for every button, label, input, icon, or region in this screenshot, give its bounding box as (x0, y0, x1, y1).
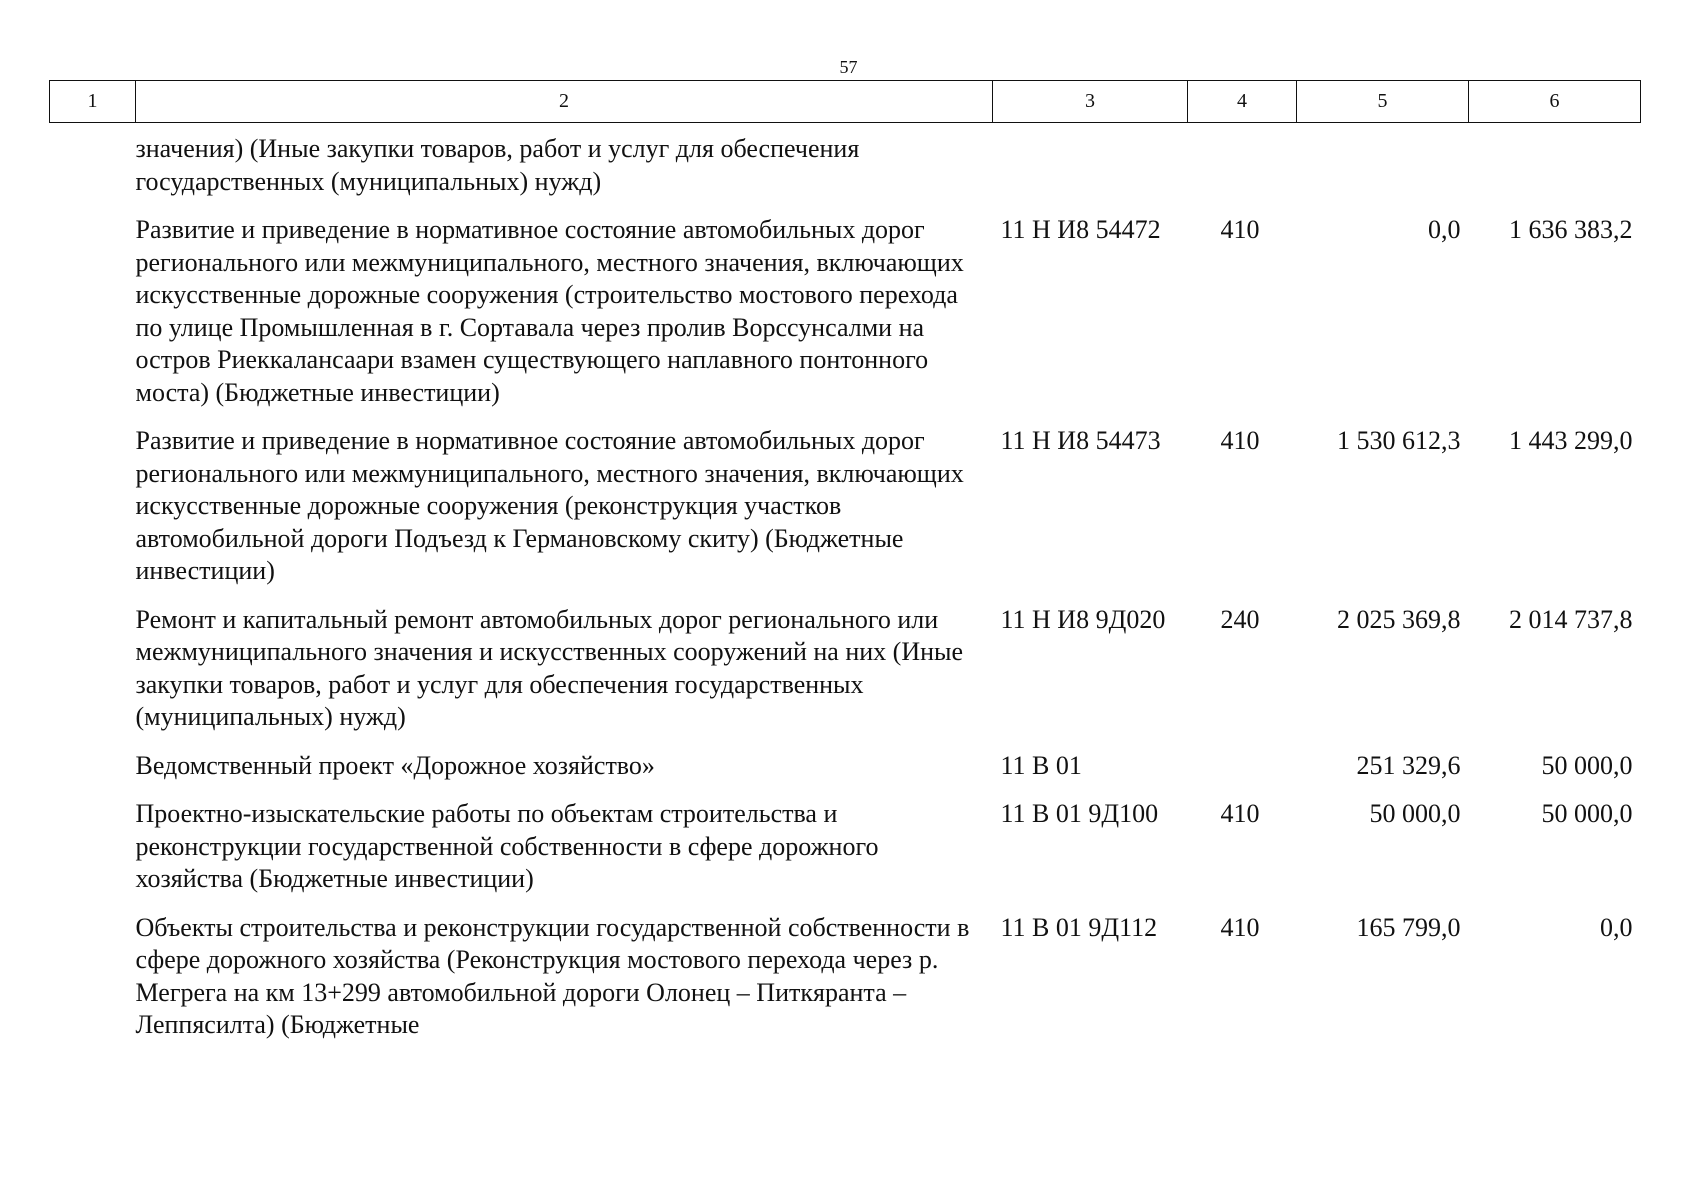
row-name: значения) (Иные закупки товаров, работ и услуг для обеспечения государственных (муниципальных) нужд) (135, 134, 860, 196)
column-header-2: 2 (136, 81, 993, 123)
row-expense-type: 410 (1220, 215, 1260, 244)
row-expense-type: 410 (1220, 799, 1260, 828)
row-amount-col5: 251 329,6 (1356, 750, 1461, 780)
row-name: Развитие и приведение в нормативное состояние автомобильных дорог регионального или межмуниципального, местного значения, включающих искусственные дорожные сооружения (реконструкция участков автомобильной дороги Подъезд к Германовскому скиту) (Бюджетные инвестиции) (135, 426, 964, 585)
column-header-5: 5 (1297, 81, 1469, 123)
row-name: Развитие и приведение в нормативное состояние автомобильных дорог регионального или межмуниципального, местного значения, включающих искусственные дорожные сооружения (строительство мостового перехода по улице Промышленная в г. Сортавала через пролив Ворссунсалми на остров Риеккалансаари взамен существующего наплавного понтонного моста) (Бюджетные инвестиции) (135, 215, 964, 407)
table-header-row (50, 81, 1641, 123)
row-csr-code: 11 В 01 (1000, 750, 1082, 780)
column-header-4: 4 (1188, 81, 1297, 123)
table-row (50, 604, 1641, 750)
row-name: Объекты строительства и реконструкции государственной собственности в сфере дорожного хозяйства (Реконструкция мостового перехода через р. Мегрега на км 13+299 автомобильной дороги Олонец – Питкяранта – Леппясилта) (Бюджетные (135, 912, 970, 1039)
row-amount-col6: 50 000,0 (1541, 799, 1633, 828)
table-row (50, 214, 1641, 425)
budget-table (49, 80, 1641, 1042)
row-amount-col6: 50 000,0 (1541, 750, 1633, 780)
table-row (50, 750, 1641, 799)
row-csr-code: 11 В 01 9Д112 (1000, 912, 1158, 942)
column-header-6: 6 (1469, 81, 1641, 123)
row-amount-col6: 1 636 383,2 (1509, 215, 1633, 244)
row-amount-col6: 2 014 737,8 (1509, 604, 1633, 634)
row-amount-col5: 165 799,0 (1356, 912, 1461, 942)
row-csr-code: 11 В 01 9Д100 (1000, 799, 1159, 828)
row-expense-type: 240 (1220, 604, 1260, 634)
row-expense-type: 410 (1220, 912, 1260, 942)
row-name: Ремонт и капитальный ремонт автомобильных дорог регионального или межмуниципального значения и искусственных сооружений на них (Иные закупки товаров, работ и услуг для обеспечения государственных (муниципальных) нужд) (135, 604, 964, 731)
row-amount-col5: 2 025 369,8 (1337, 604, 1461, 634)
row-amount-col5: 50 000,0 (1369, 799, 1461, 828)
row-expense-type (1188, 123, 1297, 215)
column-header-3: 3 (993, 81, 1188, 123)
table-row (50, 798, 1641, 912)
row-amount-col6: 0,0 (1600, 912, 1633, 942)
table-row (50, 912, 1641, 1042)
row-name: Ведомственный проект «Дорожное хозяйство» (135, 750, 655, 780)
row-csr-code (993, 123, 1188, 215)
row-csr-code: 11 Н И8 54473 (1000, 426, 1161, 455)
row-expense-type: 410 (1220, 426, 1260, 455)
column-header-1: 1 (50, 81, 136, 123)
table-row (50, 123, 1641, 215)
row-amount-col5 (1297, 123, 1469, 215)
row-amount-col5: 1 530 612,3 (1337, 426, 1461, 455)
row-amount-col5: 0,0 (1428, 215, 1461, 244)
table-row (50, 425, 1641, 604)
row-name: Проектно-изыскательские работы по объектам строительства и реконструкции государственной собственности в сфере дорожного хозяйства (Бюджетные инвестиции) (135, 799, 879, 893)
row-amount-col6: 1 443 299,0 (1509, 426, 1633, 455)
row-csr-code: 11 Н И8 9Д020 (1000, 604, 1166, 634)
page-number: 57 (839, 57, 858, 77)
row-amount-col6 (1469, 123, 1641, 215)
row-expense-type (1188, 750, 1297, 799)
row-csr-code: 11 Н И8 54472 (1000, 215, 1161, 244)
